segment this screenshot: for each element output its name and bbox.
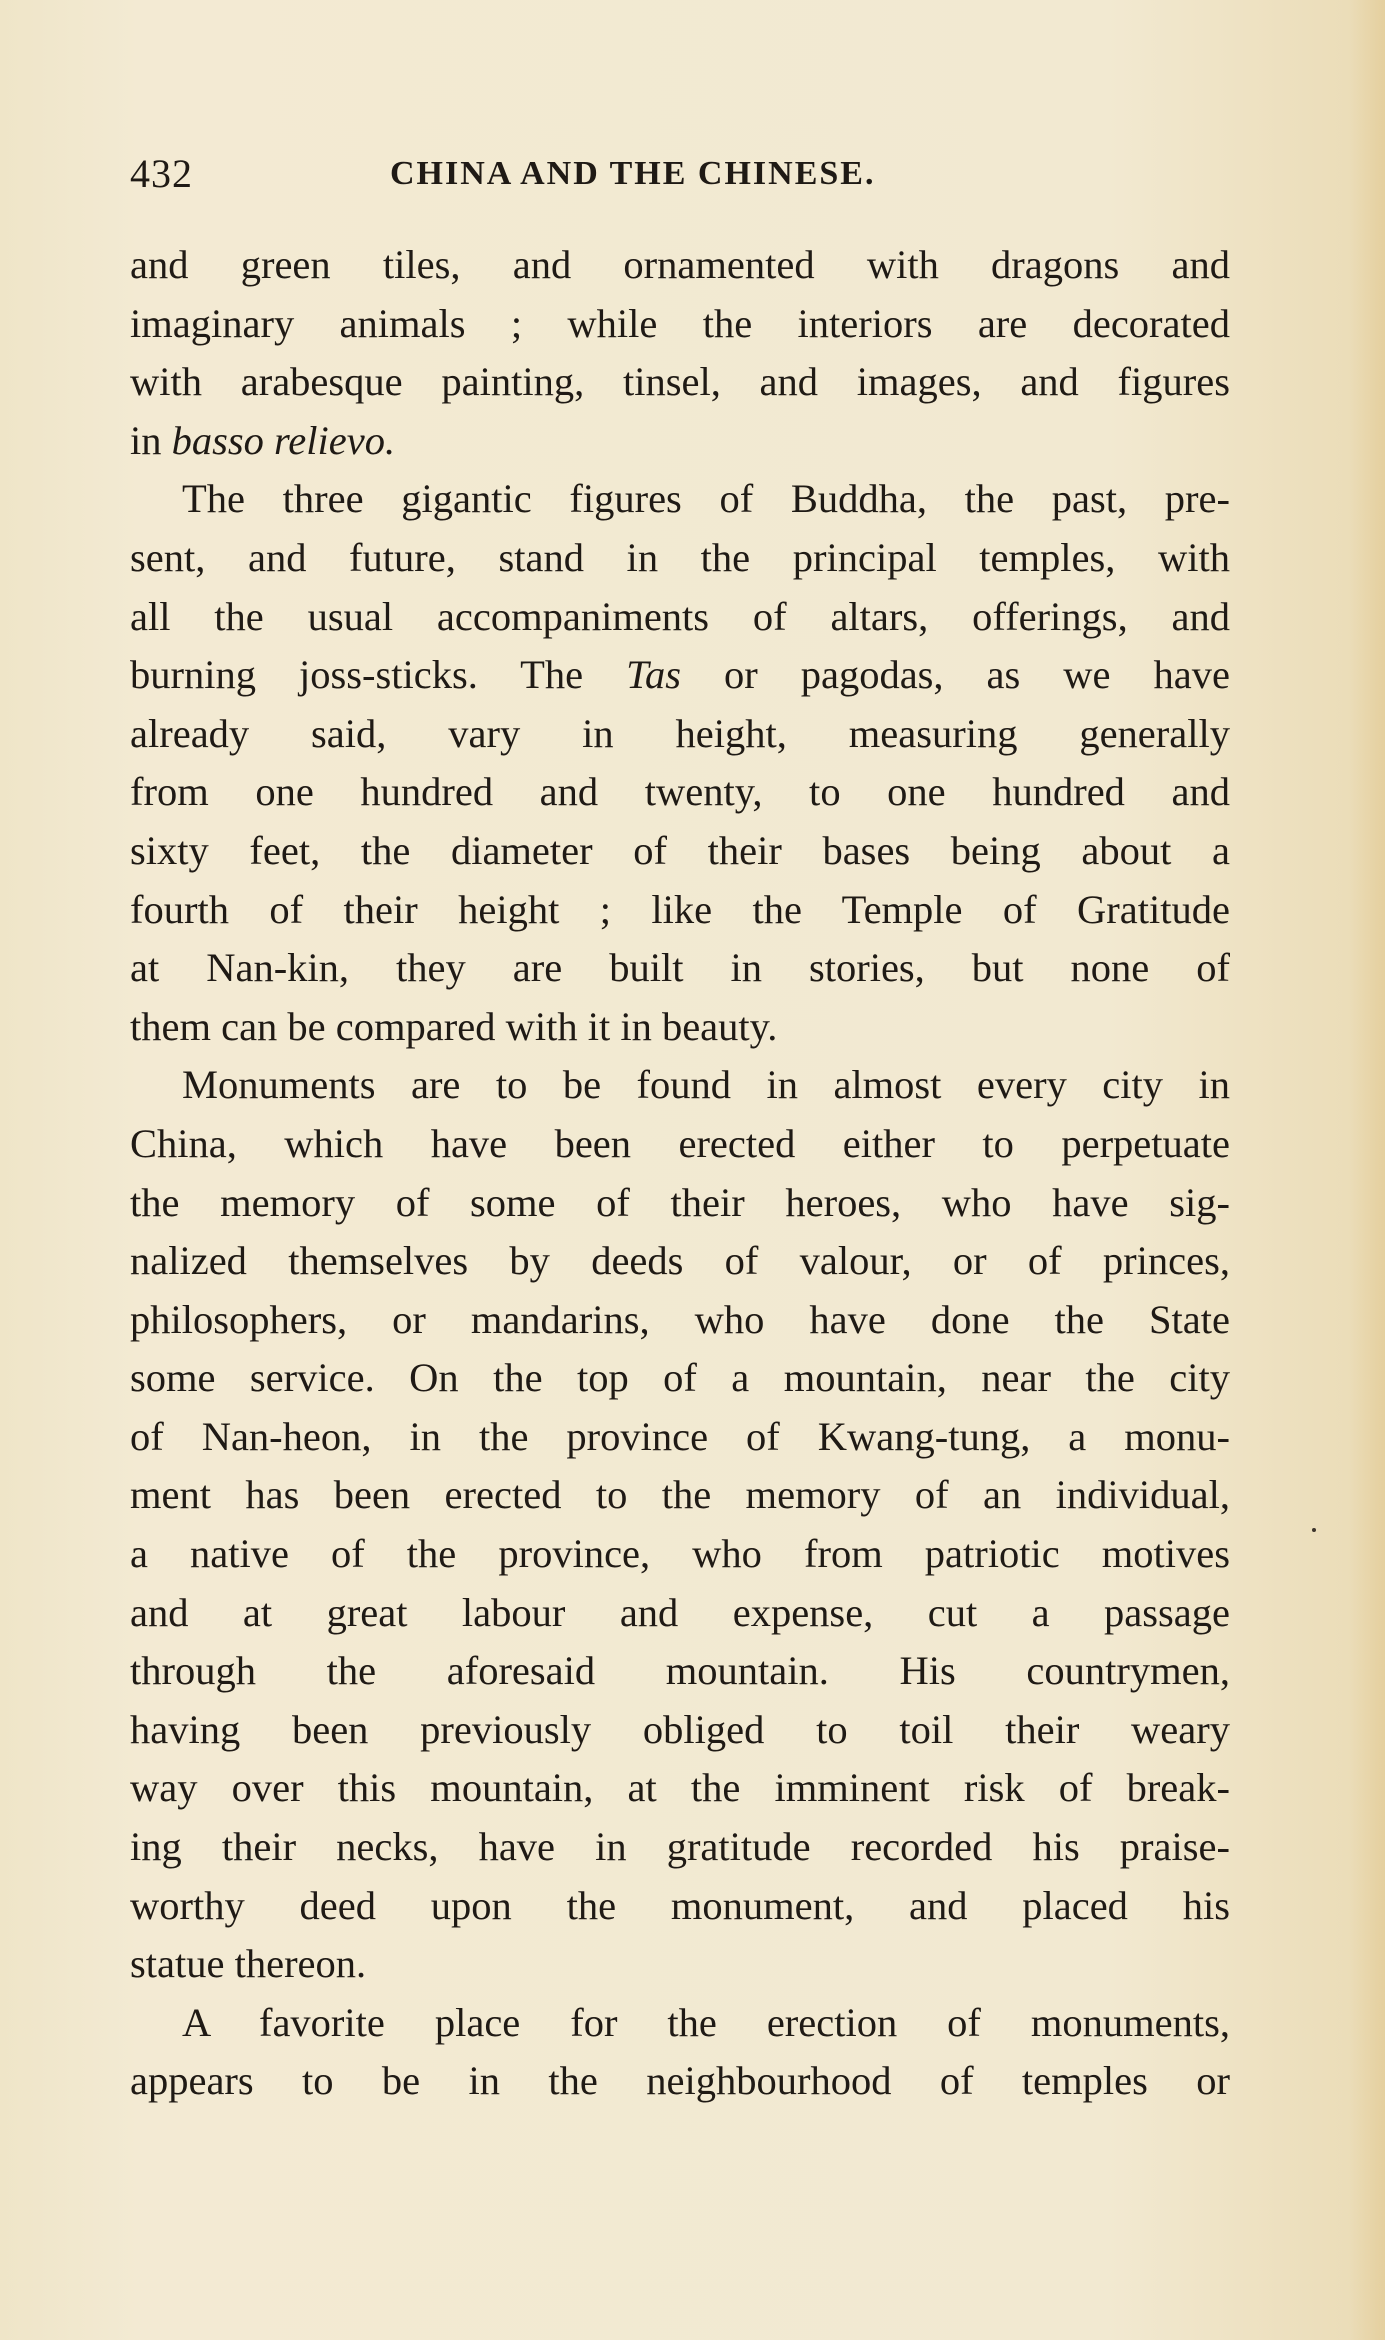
text-line: sixty feet, the diameter of their bases being about a — [130, 827, 1230, 873]
text-line: fourth of their height ; like the Temple of Gratitude — [130, 886, 1230, 932]
text-line: at Nan-kin, they are built in stories, but none of — [130, 945, 1230, 991]
text-line: through the aforesaid mountain. His countrymen, — [130, 1648, 1230, 1694]
text-line: having been previously obliged to toil their weary — [130, 1706, 1230, 1752]
text-line: nalized themselves by deeds of valour, or of princes, — [130, 1238, 1230, 1284]
text-line: already said, vary in height, measuring generally — [130, 710, 1230, 756]
text-line — [130, 412, 1230, 471]
text-line: imaginary animals ; while the interiors are decorated — [130, 300, 1230, 346]
running-title: CHINA AND THE CHINESE. — [390, 155, 876, 192]
text-line: The three gigantic figures of Buddha, the past, pre- — [182, 476, 1230, 522]
text-line: with arabesque painting, tinsel, and images, and figures — [130, 359, 1230, 405]
text-line: them can be compared with it in beauty. — [130, 1003, 778, 1049]
text-line: A favorite place for the erection of monuments, — [182, 1999, 1230, 2045]
text-line: ment has been erected to the memory of an individual, — [130, 1472, 1230, 1518]
text-line: from one hundred and twenty, to one hundred and — [130, 769, 1230, 815]
text-line: some service. On the top of a mountain, near the city — [130, 1355, 1230, 1401]
page-number: 432 — [130, 151, 193, 196]
text-line: sent, and future, stand in the principal temples, with — [130, 534, 1230, 580]
ink-speck — [1312, 1528, 1316, 1532]
italic-term: Tas — [626, 652, 681, 698]
text-line: a native of the province, who from patriotic motives — [130, 1531, 1230, 1577]
text-line: and at great labour and expense, cut a passage — [130, 1589, 1230, 1635]
page-edge-shadow — [1349, 0, 1385, 2340]
text-line: the memory of some of their heroes, who have sig- — [130, 1179, 1230, 1225]
text-fragment: or pagodas, as we have — [680, 652, 1230, 698]
text-line: statue thereon. — [130, 1941, 367, 1987]
text-fragment: in — [130, 417, 172, 463]
text-line: philosophers, or mandarins, who have done the State — [130, 1296, 1230, 1342]
text-line: worthy deed upon the monument, and placed his — [130, 1882, 1230, 1928]
text-line: China, which have been erected either to perpetuate — [130, 1120, 1230, 1166]
text-line: appears to be in the neighbourhood of temples or — [130, 2058, 1230, 2104]
text-line — [130, 646, 1230, 705]
page-header — [130, 148, 1230, 200]
text-fragment: burning joss-sticks. The — [130, 652, 627, 698]
text-line: of Nan-heon, in the province of Kwang-tung, a monu- — [130, 1413, 1230, 1459]
body-text — [130, 236, 1230, 2111]
text-line: ing their necks, have in gratitude recorded his praise- — [130, 1824, 1230, 1870]
text-line: all the usual accompaniments of altars, offerings, and — [130, 593, 1230, 639]
italic-term: basso relievo. — [171, 417, 396, 463]
text-line: Monuments are to be found in almost every city in — [182, 1062, 1230, 1108]
text-line: and green tiles, and ornamented with dragons and — [130, 242, 1230, 287]
text-line: way over this mountain, at the imminent risk of break- — [130, 1765, 1230, 1811]
